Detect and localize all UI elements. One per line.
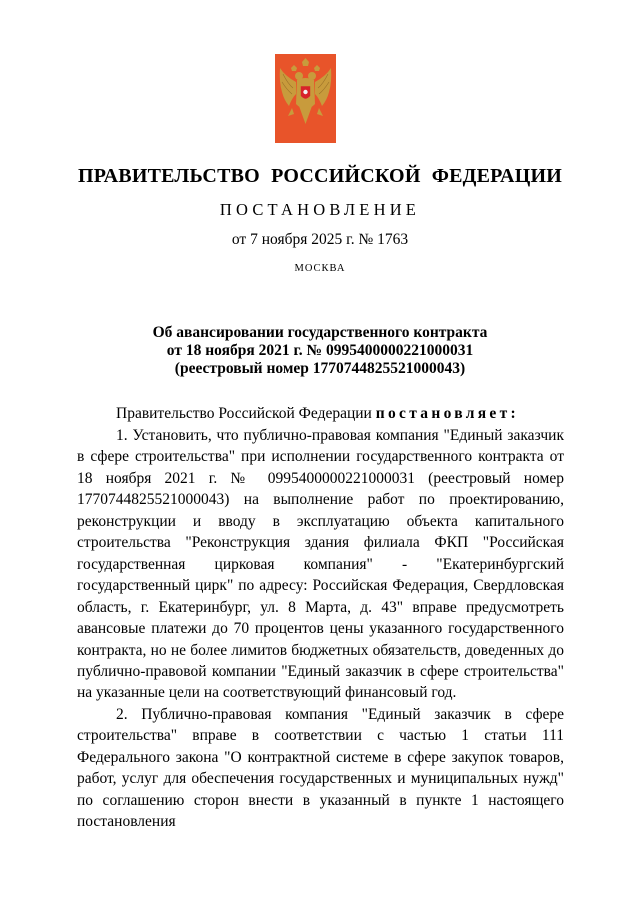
coat-of-arms-emblem [275, 54, 336, 143]
subject-line-2: от 18 ноября 2021 г. № 0995400000221000031 [166, 342, 474, 359]
paragraph-1: 1. Установить, что публично-правовая компания "Единый заказчик в сфере строительства" при исполнении государственного контракта от 18 ноября 2021 г. № 0995400000221000031 (реестровый номер 1770744825521000043) на выполнение работ по проектированию, реконструкции и вводу в эксплуатацию объекта капитального строительства "Реконструкция здания филиала ФКП "Российская государственная цирковая компания" - "Екатеринбургский государственный цирк" по адресу: Российская Федерация, Свердловская область, г. Екатеринбург, ул. 8 Марта, д. 43" вправе предусмотреть авансовые платежи до 70 процентов цены указанного государственного контракта, но не более лимитов бюджетных обязательств, доведенных до публично-правовой компании "Единый заказчик в сфере строительства" на указанные цели на соответствующий финансовый год. [77, 427, 564, 702]
preamble [77, 403, 564, 425]
document-city: МОСКВА [294, 263, 346, 274]
decree-word: постановляет: [375, 405, 519, 422]
document-body [77, 403, 564, 833]
document-type: ПОСТАНОВЛЕНИЕ [219, 200, 421, 219]
document-date-number: от 7 ноября 2025 г. № 1763 [231, 231, 409, 248]
document-subject [0, 324, 640, 378]
subject-line-1: Об авансировании государственного контракта [152, 324, 488, 341]
subject-line-3: (реестровый номер 1770744825521000043) [174, 360, 466, 377]
paragraph-2: 2. Публично-правовая компания "Единый заказчик в сфере строительства" вправе в соответствии с частью 1 статьи 111 Федерального закона "О контрактной системе в сфере закупок товаров, работ, услуг для обеспечения государственных и муниципальных нужд" по соглашению сторон внести в указанный в пункте 1 настоящего постановления [77, 705, 564, 831]
government-title: ПРАВИТЕЛЬСТВО РОССИЙСКОЙ ФЕДЕРАЦИИ [78, 165, 562, 187]
preamble-text: Правительство Российской Федерации [116, 405, 372, 422]
